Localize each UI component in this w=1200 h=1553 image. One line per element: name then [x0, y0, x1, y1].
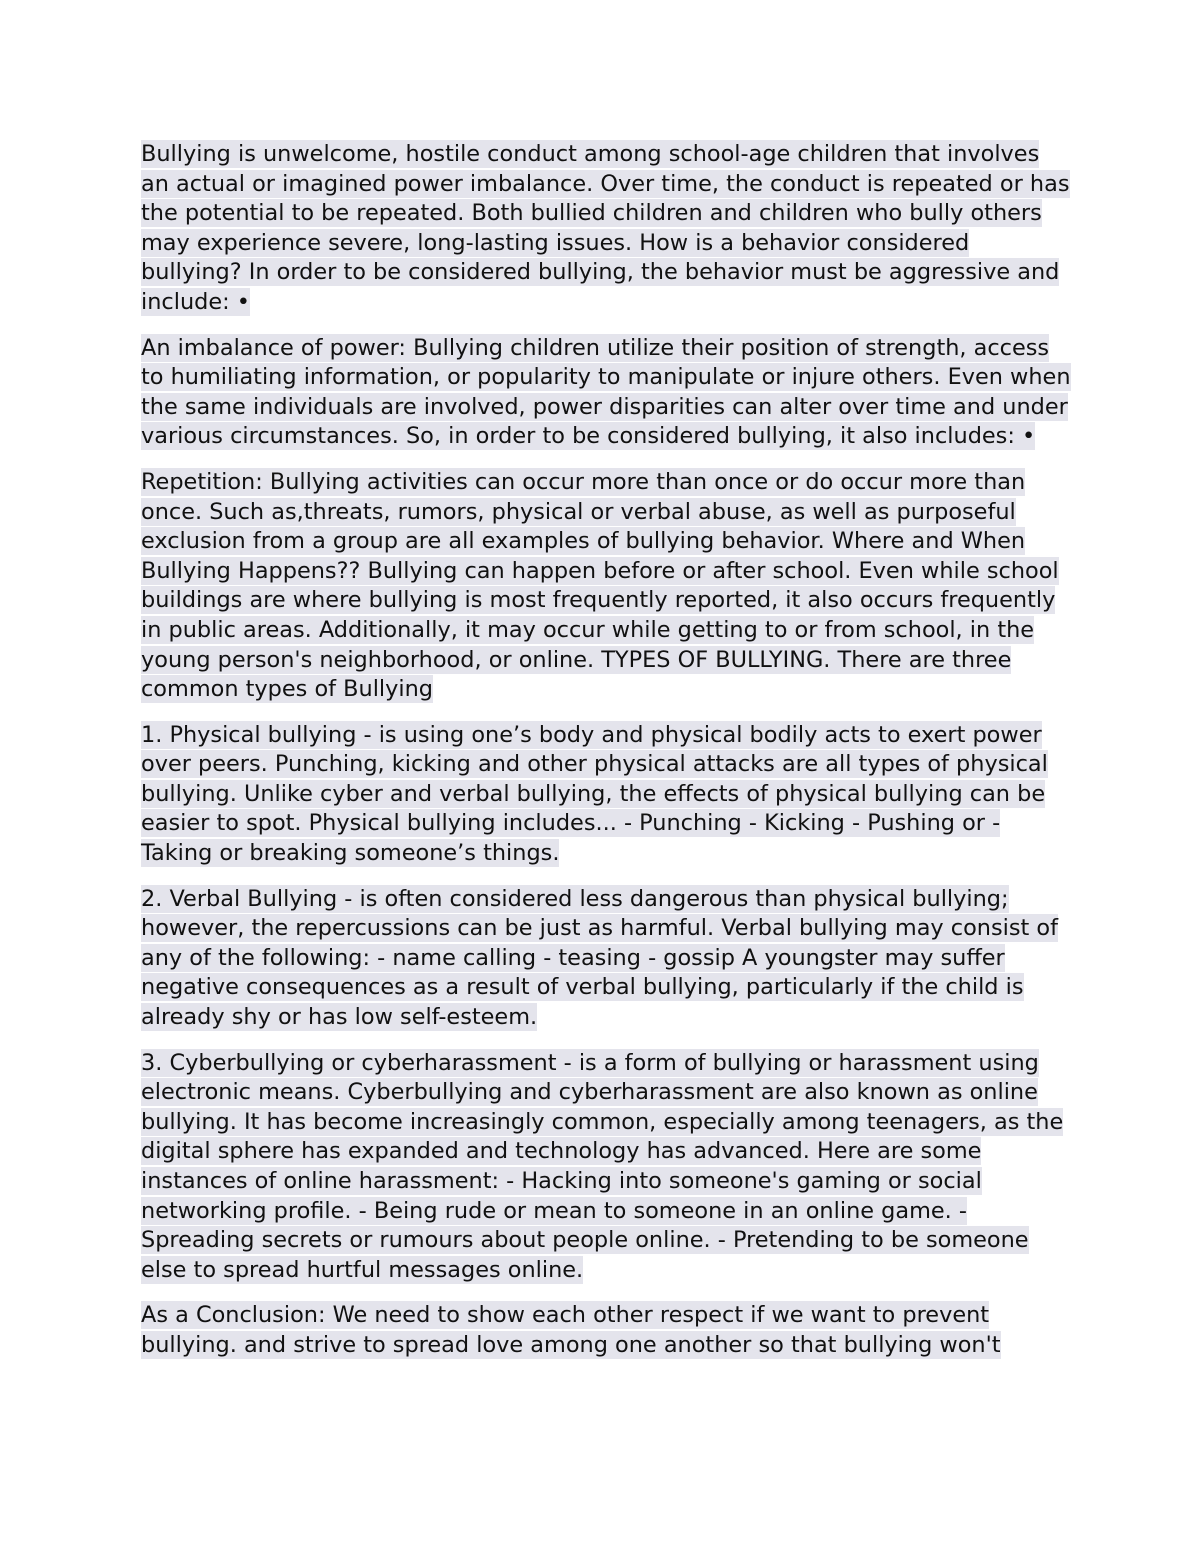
paragraph-text: 3. Cyberbullying or cyberharassment - is a form of bullying or harassment using electronic means. Cyberbullying and cyberharassment are also known as online bullying. It has become increasingly common, especially among teenagers, as the digital sphere has expanded and technology has advanced. Here are some instances of online harassment: - Hacking into someone's gaming or social networking profile. - Being rude or mean to someone in an online game. - Spreading secrets or rumours about people online. - Pretending to be someone else to spread hurtful messages online.	[141, 1049, 1064, 1283]
document-body	[141, 140, 1071, 1377]
paragraph-text: As a Conclusion: We need to show each other respect if we want to prevent bullying. and strive to spread love among one another so that bullying won't	[141, 1302, 1001, 1358]
paragraph-text: 2. Verbal Bullying - is often considered less dangerous than physical bullying; however, the repercussions can be just as harmful. Verbal bullying may consist of any of the following: - name calling - teasing - gossip A youngster may suffer negative consequences as a result of verbal bullying, particularly if the child is already shy or has low self-esteem.	[141, 885, 1059, 1031]
paragraph-physical-bullying	[141, 721, 1071, 869]
paragraph-cyberbullying	[141, 1049, 1071, 1286]
paragraph-text: 1. Physical bullying - is using one’s body and physical bodily acts to exert power over peers. Punching, kicking and other physical attacks are all types of physical bullying. Unlike cyber and verbal bullying, the effects of physical bullying can be easier to spot. Physical bullying includes... - Punching - Kicking - Pushing or - Taking or breaking someone’s things.	[141, 721, 1048, 867]
paragraph-verbal-bullying	[141, 885, 1071, 1033]
paragraph-intro	[141, 140, 1071, 318]
paragraph-text: Repetition: Bullying activities can occur more than once or do occur more than once. Such as,threats, rumors, physical or verbal abuse, as well as purposeful exclusion from a group are all examples of bullying behavior. Where and When Bullying Happens?? Bullying can happen before or after school. Even while school buildings are where bullying is most frequently reported, it also occurs frequently in public areas. Additionally, it may occur while getting to or from school, in the young person's neighborhood, or online. TYPES OF BULLYING. There are three common types of Bullying	[141, 468, 1059, 703]
paragraph-imbalance-of-power	[141, 334, 1071, 452]
paragraph-text: An imbalance of power: Bullying children utilize their position of strength, access to humiliating information, or popularity to manipulate or injure others. Even when the same individuals are involved, power disparities can alter over time and under various circumstances. So, in order to be considered bullying, it also includes: •	[141, 334, 1071, 450]
paragraph-conclusion	[141, 1301, 1071, 1360]
paragraph-repetition	[141, 468, 1071, 705]
paragraph-text: Bullying is unwelcome, hostile conduct among school-age children that involves an actual or imagined power imbalance. Over time, the conduct is repeated or has the potential to be repeated. Both bullied children and children who bully others may experience severe, long-lasting issues. How is a behavior considered bullying? In order to be considered bullying, the behavior must be aggressive and include: •	[141, 141, 1070, 315]
